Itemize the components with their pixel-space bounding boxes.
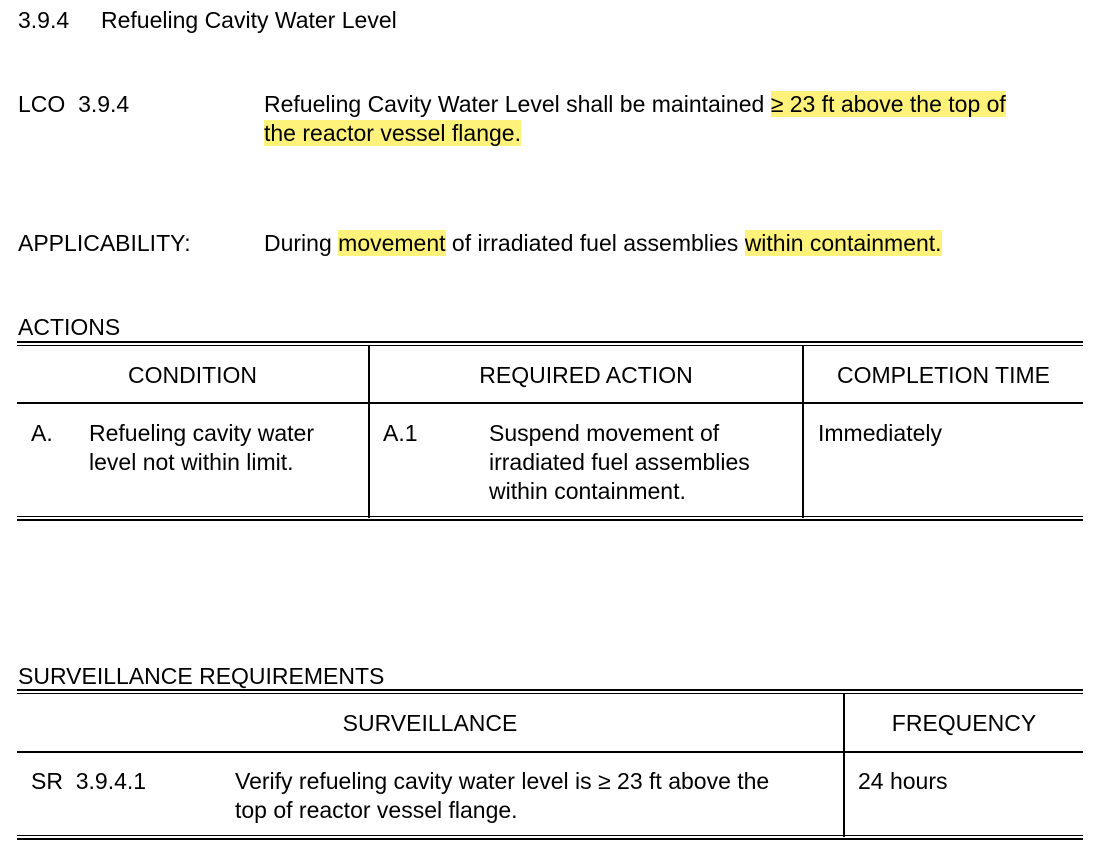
- action-id: A.1: [383, 420, 418, 446]
- col-header-frequency: FREQUENCY: [891, 710, 1037, 736]
- condition-text: [89, 419, 314, 477]
- sr-bottom-rule-2: [17, 838, 1083, 840]
- sr-top-rule-1: [17, 689, 1083, 691]
- surveillance-heading: SURVEILLANCE REQUIREMENTS: [18, 663, 385, 689]
- sr-id: SR 3.9.4.1: [31, 768, 147, 794]
- lco-highlight-2: the reactor vessel flange.: [264, 120, 521, 146]
- sr-bottom-rule-1: [17, 835, 1083, 836]
- applicability-t1: During: [264, 230, 339, 256]
- lco-line-2: [264, 119, 1006, 148]
- actions-header-rule: [17, 402, 1083, 404]
- section-number: 3.9.4: [18, 7, 70, 33]
- sr-frequency: 24 hours: [858, 768, 948, 794]
- actions-bottom-rule-1: [17, 516, 1083, 517]
- lco-line-1: [264, 90, 1006, 119]
- applicability-t2: of irradiated fuel assemblies: [445, 230, 745, 256]
- condition-letter: A.: [31, 420, 53, 446]
- action-text: [489, 419, 750, 506]
- actions-bottom-rule-2: [17, 519, 1083, 521]
- actions-top-rule-1: [17, 341, 1083, 343]
- action-line-2: irradiated fuel assemblies: [489, 449, 750, 475]
- action-line-3: within containment.: [489, 478, 686, 504]
- actions-heading: ACTIONS: [18, 314, 121, 340]
- sr-header-rule: [17, 751, 1083, 753]
- completion-time: Immediately: [818, 420, 942, 446]
- condition-line-2: level not within limit.: [89, 449, 294, 475]
- applicability-highlight-movement: movement: [338, 230, 446, 256]
- applicability-text: [264, 229, 942, 258]
- col-header-required-action: REQUIRED ACTION: [479, 362, 693, 388]
- sr-text: [235, 767, 769, 825]
- col-header-condition: CONDITION: [127, 362, 258, 388]
- sr-line-2: top of reactor vessel flange.: [235, 797, 518, 823]
- sr-line-1: Verify refueling cavity water level is ≥ 23 ft above the: [235, 768, 770, 794]
- col-header-completion-time: COMPLETION TIME: [837, 362, 1050, 388]
- col-header-surveillance: SURVEILLANCE: [342, 710, 518, 736]
- sr-top-rule-2: [17, 693, 1083, 694]
- actions-top-rule-2: [17, 345, 1083, 346]
- lco-text: [264, 90, 1006, 148]
- lco-text-plain: Refueling Cavity Water Level shall be maintained: [264, 91, 771, 117]
- action-line-1: Suspend movement of: [489, 420, 720, 446]
- section-title: Refueling Cavity Water Level: [101, 7, 397, 33]
- lco-label: LCO 3.9.4: [18, 91, 130, 117]
- condition-line-1: Refueling cavity water: [89, 420, 314, 446]
- lco-highlight-1: ≥ 23 ft above the top of: [770, 91, 1006, 117]
- applicability-label: APPLICABILITY:: [18, 230, 191, 256]
- applicability-highlight-containment: within containment.: [744, 230, 942, 256]
